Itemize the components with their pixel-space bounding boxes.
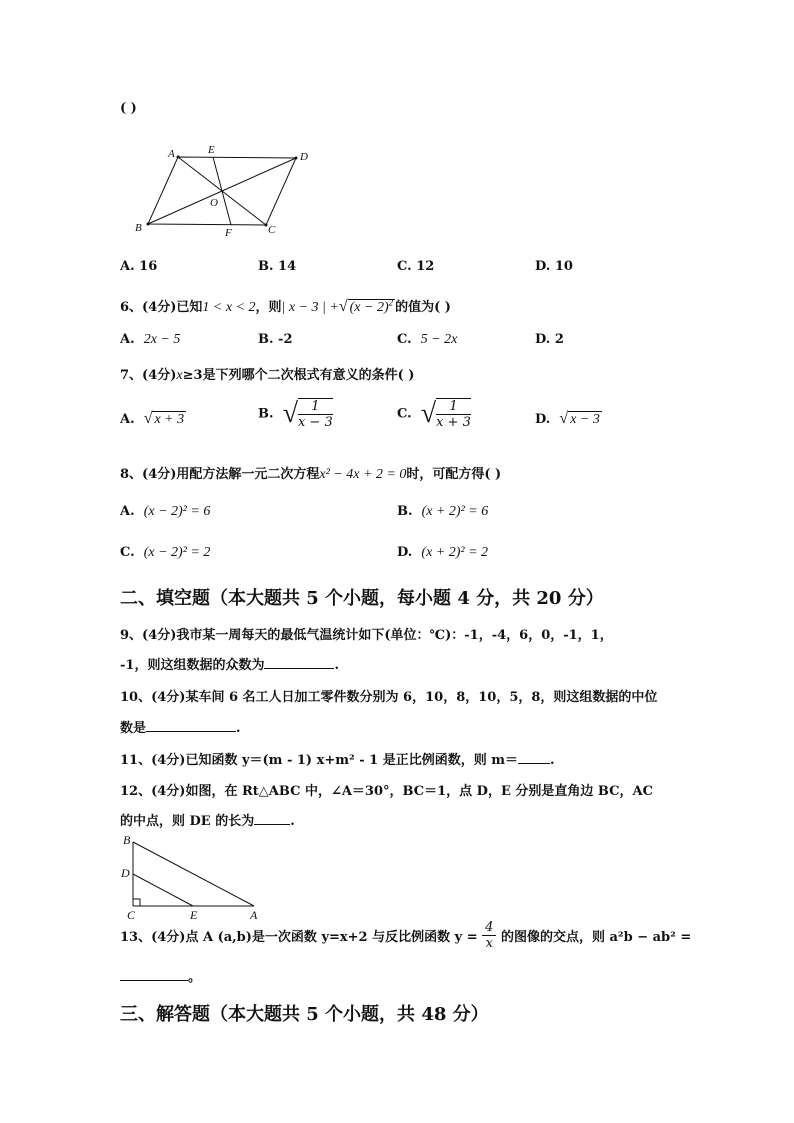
q12-label-a: A — [250, 908, 258, 922]
q11-line: 11、(4分)已知函数 y＝(m - 1) x+m² - 1 是正比例函数，则 m＝ . — [120, 749, 555, 768]
q12-line1: 12、(4分)如图，在 Rt△ABC 中，∠A＝30°，BC＝1，点 D，E 分别是直角边 BC，AC — [120, 784, 653, 799]
q13-line2: 。 — [120, 966, 201, 985]
q7-stem: 7、(4分)x≥3是下列哪个二次根式有意义的条件( ) — [120, 368, 415, 383]
q5-label-e: E — [208, 144, 215, 156]
q5-label-b: B — [135, 222, 142, 234]
q8-option-b: B. (x + 2)² = 6 — [397, 504, 489, 519]
q5-option-c: C. 12 — [397, 259, 435, 274]
q8-option-d: D. (x + 2)² = 2 — [397, 545, 489, 560]
q12-label-b: B — [123, 833, 131, 847]
q13-line1: 13、(4分)点 A (a,b)是一次函数 y=x+2 与反比例函数 y = $\frac{4}{x}$ 的图像的交点，则 a²b − ab² = — [120, 920, 692, 951]
q7-option-d: D. √ x − 3 — [535, 410, 600, 427]
q8-option-c: C. (x − 2)² = 2 — [120, 545, 211, 560]
q6-option-a: A. 2x − 5 — [120, 332, 181, 347]
section-3-title: 三、解答题（本大题共 5 个小题，共 48 分） — [120, 1004, 489, 1025]
q6-option-d: D. 2 — [535, 332, 564, 347]
q10-line2: 数是 . — [120, 717, 241, 736]
q7-option-b: B. √ $\frac{1}{x - 3}$ — [258, 398, 333, 430]
q12-line2: 的中点，则 DE 的长为 . — [120, 810, 295, 829]
q5-option-b: B. 14 — [258, 259, 297, 274]
q5-label-c: C — [268, 224, 276, 236]
q9-line2: -1，则这组数据的众数为 . — [120, 654, 339, 673]
q12-triangle-figure — [118, 830, 268, 922]
q6-option-c: C. 5 − 2x — [397, 332, 458, 347]
q12-label-c: C — [127, 908, 136, 922]
q7-option-c: C. √ $\frac{1}{x + 3}$ — [397, 398, 471, 430]
q6-option-b: B. -2 — [258, 332, 293, 347]
q5-label-a: A — [168, 148, 175, 160]
q5-label-f: F — [225, 227, 232, 239]
q10-line1: 10、(4分)某车间 6 名工人日加工零件数分别为 6，10，8，10，5，8，则这组数据的中位 — [120, 690, 658, 705]
q5-option-d: D. 10 — [535, 259, 573, 274]
q8-stem: 8、(4分)用配方法解一元二次方程x² − 4x + 2 = 0时，可配方得( ) — [120, 467, 502, 482]
q5-option-a: A. 16 — [120, 259, 158, 274]
q6-stem: 6、(4分)已知1 < x < 2，则| x − 3 | +√ $(x - 2)^2$ 的值为( ) — [120, 297, 451, 315]
q9-line1: 9、(4分)我市某一周每天的最低气温统计如下(单位：℃)：-1，-4，6，0，-1，1， — [120, 628, 613, 643]
q11-answer-blank[interactable] — [518, 749, 550, 764]
section-2-title: 二、填空题（本大题共 5 个小题，每小题 4 分，共 20 分） — [120, 588, 604, 609]
q5-paren: ( ) — [120, 101, 137, 116]
q13-answer-blank[interactable] — [120, 966, 188, 981]
q12-label-e: E — [190, 908, 198, 922]
q7-option-a: A. √ x + 3 — [120, 410, 185, 427]
q12-label-d: D — [121, 866, 130, 880]
q8-option-a: A. (x − 2)² = 6 — [120, 504, 211, 519]
q9-answer-blank[interactable] — [264, 654, 334, 669]
q5-parallelogram-figure — [130, 140, 330, 240]
q10-answer-blank[interactable] — [146, 717, 236, 732]
q12-answer-blank[interactable] — [254, 810, 290, 825]
q5-label-o: O — [210, 197, 218, 209]
q5-label-d: D — [300, 151, 308, 163]
